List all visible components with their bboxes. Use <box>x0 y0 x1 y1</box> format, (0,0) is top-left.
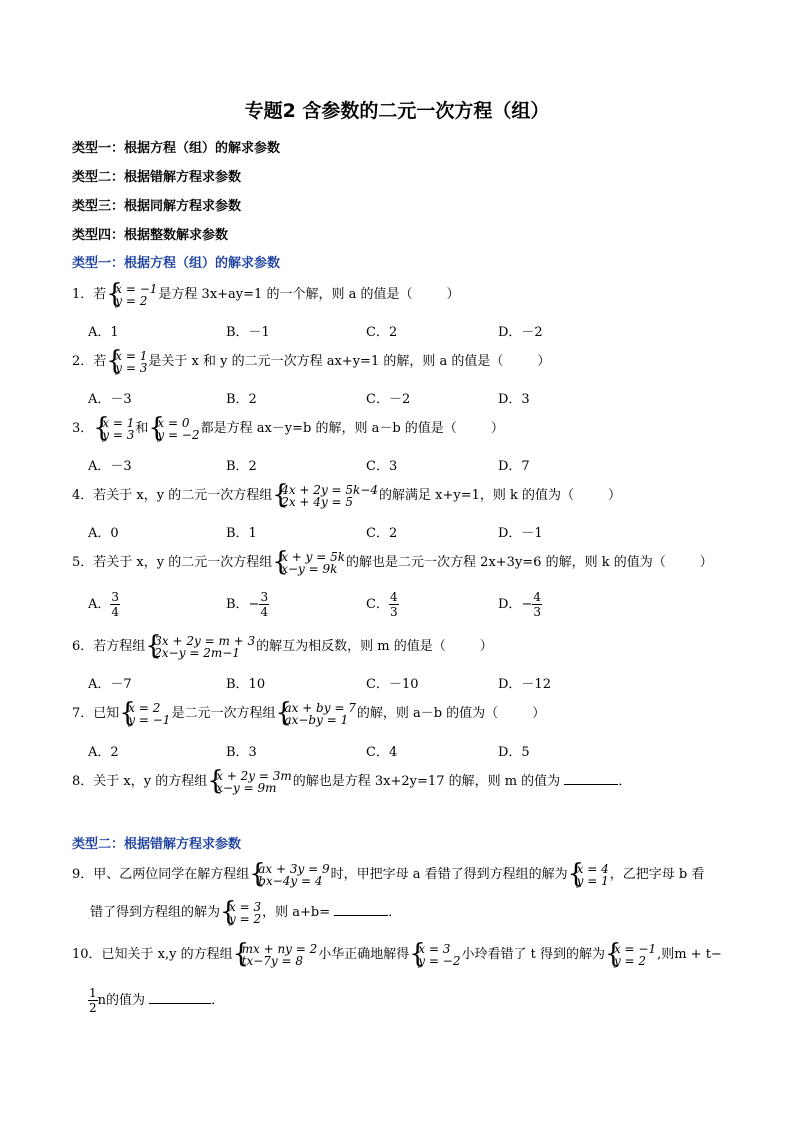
q1-option-d: D．－2 <box>498 325 543 340</box>
q2-text: 是关于 x 和 y 的二元一次方程 ax+y=1 的解，则 a 的值是（ <box>148 354 504 369</box>
q9-system-1: { ax + 3y = 9 bx−4y = 4 <box>250 863 329 887</box>
question-6: 6．若方程组 { 3x + 2y = m + 3 2x−y = 2m−1 的解互为相反数，则 m 的值是（ ） <box>72 634 493 660</box>
q5-number: 5．若关于 x，y 的二元一次方程组 <box>72 555 273 570</box>
fraction: $\frac{1}{2}$ <box>89 986 97 1015</box>
q6-option-d: D．－12 <box>498 677 551 692</box>
q6-option-a: A．－7 <box>88 677 132 692</box>
answer-blank <box>149 991 211 1004</box>
answer-blank <box>334 903 388 916</box>
category-1: 类型一：根据方程（组）的解求参数 <box>72 141 281 156</box>
q7-option-d: D．5 <box>498 745 530 760</box>
q3-option-c: C．3 <box>366 459 398 474</box>
q1-system: { x = −1 y = 2 <box>107 283 157 307</box>
q3-text: 都是方程 ax－y=b 的解，则 a－b 的值是（ <box>200 421 457 436</box>
question-1: 1．若 { x = −1 y = 2 是方程 3x+ay=1 的一个解，则 a 的值是（ ） <box>72 282 459 308</box>
q7-text: 的解，则 a－b 的值为（ <box>356 706 499 721</box>
q4-option-d: D．－1 <box>498 526 543 541</box>
q1-text: 是方程 3x+ay=1 的一个解，则 a 的值是（ <box>158 287 413 302</box>
q3-option-b: B．2 <box>226 459 257 474</box>
fraction: $\frac{4}{3}$ <box>533 590 541 619</box>
q3-system-2: { x = 0 y = −2 <box>149 417 199 441</box>
category-4: 类型四：根据整数解求参数 <box>72 228 229 243</box>
question-7: 7．已知 { x = 2 y = −1 是二元一次方程组 { ax + by = 7 ax−by = 1 的解，则 a－b 的值为（ ） <box>72 701 545 727</box>
q10-number: 10．已知关于 x,y 的方程组 <box>72 947 233 962</box>
q9-system-2: { x = 4 y = 1 <box>569 863 609 887</box>
q3-option-d: D．7 <box>498 459 530 474</box>
q2-system: { x = 1 y = 3 <box>107 350 147 374</box>
q5-option-d: D．− $\frac{4}{3}$ <box>498 590 541 619</box>
question-4: 4．若关于 x，y 的二元一次方程组 { 4x + 2y = 5k−4 2x + 4y = 5 的解满足 x+y=1，则 k 的值为（ ） <box>72 483 621 509</box>
q5-text: 的解也是二元一次方程 2x+3y=6 的解，则 k 的值为（ <box>346 555 666 570</box>
q6-number: 6．若方程组 <box>72 639 146 654</box>
q6-option-c: C．－10 <box>366 677 419 692</box>
q7-option-c: C．4 <box>366 745 398 760</box>
q6-text: 的解互为相反数，则 m 的值是（ <box>256 639 446 654</box>
q1-option-a: A．1 <box>88 325 119 340</box>
q6-system: { 3x + 2y = m + 3 2x−y = 2m−1 <box>146 635 255 659</box>
q10-system-3: { x = −1 y = 2 <box>606 943 656 967</box>
page-title: 专题2 含参数的二元一次方程（组） <box>244 100 550 122</box>
answer-blank <box>564 772 618 785</box>
q7-number: 7．已知 <box>72 706 120 721</box>
q9-number: 9．甲、乙两位同学在解方程组 <box>72 867 250 882</box>
q3-system-1: { x = 1 y = 3 <box>94 417 134 441</box>
q3-option-a: A．－3 <box>88 459 132 474</box>
q2-number: 2．若 <box>72 354 107 369</box>
q4-option-c: C．2 <box>366 526 398 541</box>
section-heading-2: 类型二：根据错解方程求参数 <box>72 837 242 852</box>
section-heading-1: 类型一：根据方程（组）的解求参数 <box>72 256 281 271</box>
q1-number: 1．若 <box>72 287 107 302</box>
q4-option-a: A．0 <box>88 526 119 541</box>
q9-system-3: { x = 3 y = 2 <box>221 901 261 925</box>
category-2: 类型二：根据错解方程求参数 <box>72 170 242 185</box>
q10-system-2: { x = 3 y = −2 <box>410 943 460 967</box>
q1-option-b: B．－1 <box>226 325 270 340</box>
q1-option-c: C．2 <box>366 325 398 340</box>
question-5: 5．若关于 x，y 的二元一次方程组 { x + y = 5k x−y = 9k 的解也是二元一次方程 2x+3y=6 的解，则 k 的值为（ ） <box>72 550 713 576</box>
q4-number: 4．若关于 x，y 的二元一次方程组 <box>72 488 273 503</box>
fraction: $\frac{4}{3}$ <box>389 590 398 619</box>
fraction: $\frac{3}{4}$ <box>260 590 269 619</box>
q6-option-b: B．10 <box>226 677 266 692</box>
category-3: 类型三：根据同解方程求参数 <box>72 199 242 214</box>
fraction: $\frac{3}{4}$ <box>111 590 120 619</box>
q7-system-1: { x = 2 y = −1 <box>120 702 170 726</box>
q4-system: { 4x + 2y = 5k−4 2x + 4y = 5 <box>273 484 378 508</box>
q8-system: { x + 2y = 3m x−y = 9m <box>208 770 292 794</box>
q7-option-b: B．3 <box>226 745 257 760</box>
q7-option-a: A．2 <box>88 745 119 760</box>
q8-number: 8．关于 x，y 的方程组 <box>72 774 208 789</box>
q5-system: { x + y = 5k x−y = 9k <box>273 551 345 575</box>
question-8: 8．关于 x，y 的方程组 { x + 2y = 3m x−y = 9m 的解也是方程 3x+2y=17 的解，则 m 的值为 ． <box>72 769 631 795</box>
q7-system-2: { ax + by = 7 ax−by = 1 <box>276 702 355 726</box>
q2-option-c: C．－2 <box>366 392 411 407</box>
q5-option-b: B．− $\frac{3}{4}$ <box>226 590 269 619</box>
q3-number: 3． <box>72 421 94 436</box>
q8-text: 的解也是方程 3x+2y=17 的解，则 m 的值为 <box>292 774 561 789</box>
q2-option-a: A．－3 <box>88 392 132 407</box>
q4-option-b: B．1 <box>226 526 257 541</box>
question-9-line-2: 错了得到方程组的解为 { x = 3 y = 2 ，则 a+b= ． <box>90 900 401 926</box>
q2-option-d: D．3 <box>498 392 530 407</box>
question-9: 9．甲、乙两位同学在解方程组 { ax + 3y = 9 bx−4y = 4 时，甲把字母 a 看错了得到方程组的解为 { x = 4 y = 1 ，乙把字母 b 看 <box>72 862 704 888</box>
question-2: 2．若 { x = 1 y = 3 是关于 x 和 y 的二元一次方程 ax+y=1 的解，则 a 的值是（ ） <box>72 349 550 375</box>
q2-option-b: B．2 <box>226 392 257 407</box>
q5-option-c: C． $\frac{4}{3}$ <box>366 590 398 619</box>
q4-text: 的解满足 x+y=1，则 k 的值为（ <box>379 488 575 503</box>
question-10-line-2: $\frac{1}{2}$ n的值为 ． <box>89 986 225 1015</box>
q10-system-1: { mx + ny = 2 tx−7y = 8 <box>234 943 318 967</box>
question-3: 3． { x = 1 y = 3 和 { x = 0 y = −2 都是方程 ax－y=b 的解，则 a－b 的值是（ ） <box>72 416 504 442</box>
q5-option-a: A． $\frac{3}{4}$ <box>88 590 120 619</box>
question-10: 10．已知关于 x,y 的方程组 { mx + ny = 2 tx−7y = 8 小华正确地解得 { x = 3 y = −2 小玲看错了 t 得到的解为 { x = −1 y = 2 ,则m + t− <box>72 942 722 968</box>
